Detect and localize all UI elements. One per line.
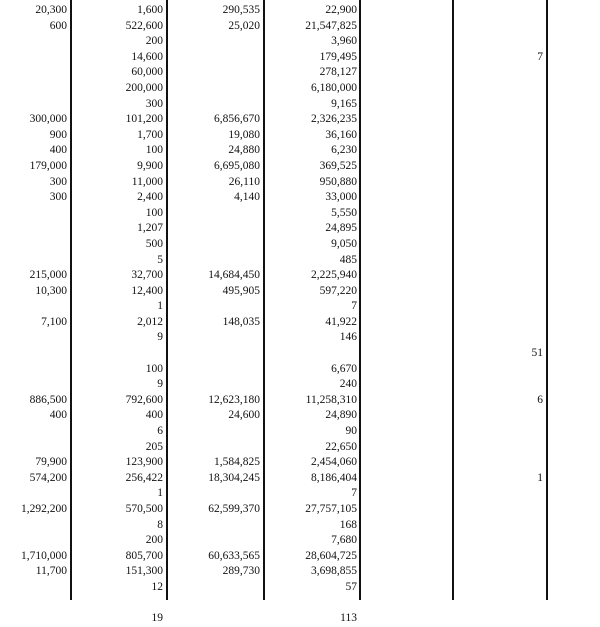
table-row — [0, 440, 600, 456]
table-row — [0, 159, 600, 175]
table-cell-c2: 60,000 — [131, 66, 163, 79]
table-row — [0, 549, 600, 565]
table-cell-c1: 600 — [49, 19, 67, 32]
table-cell-c1: 400 — [49, 144, 67, 157]
table-body — [0, 3, 600, 627]
table-cell-c4: 3,698,855 — [311, 565, 357, 578]
table-cell-c4: 168 — [339, 518, 357, 531]
table-cell-c2: 400 — [145, 409, 163, 422]
table-cell-c3: 19,080 — [228, 128, 260, 141]
table-cell-c3: 24,880 — [228, 144, 260, 157]
table-row — [0, 580, 600, 596]
table-cell-c1: 574,200 — [29, 471, 67, 484]
table-cell-c2: 32,700 — [131, 269, 163, 282]
table-cell-c2: 100 — [145, 144, 163, 157]
table-row — [0, 221, 600, 237]
table-cell-c2: 1 — [157, 487, 163, 500]
table-cell-c4: 22,650 — [325, 440, 357, 453]
table-cell-c1: 7,100 — [41, 315, 67, 328]
table-cell-c3: 148,035 — [222, 315, 260, 328]
table-cell-c3: 25,020 — [228, 19, 260, 32]
table-row — [0, 268, 600, 284]
table-row — [0, 97, 600, 113]
table-cell-c4: 113 — [340, 612, 357, 625]
table-cell-c3: 6,695,080 — [214, 159, 260, 172]
table-cell-c2: 12,400 — [131, 284, 163, 297]
table-cell-c4: 485 — [339, 253, 357, 266]
table-cell-c2: 8 — [157, 518, 163, 531]
table-cell-c2: 2,012 — [137, 315, 163, 328]
table-row — [0, 518, 600, 534]
table-row — [0, 362, 600, 378]
table-row — [0, 284, 600, 300]
table-row — [0, 253, 600, 269]
table-cell-c2: 11,000 — [131, 175, 163, 188]
table-cell-c2: 522,600 — [125, 19, 163, 32]
table-cell-c7: 51 — [531, 347, 543, 360]
table-cell-c4: 7,680 — [331, 534, 357, 547]
table-cell-c2: 1,600 — [137, 4, 163, 16]
table-row — [0, 299, 600, 315]
table-cell-c4: 278,127 — [319, 66, 357, 79]
table-cell-c2: 792,600 — [125, 393, 163, 406]
table-cell-c2: 14,600 — [131, 50, 163, 63]
table-row — [0, 596, 600, 612]
table-row — [0, 533, 600, 549]
table-cell-c1: 400 — [49, 409, 67, 422]
table-cell-c2: 2,400 — [137, 191, 163, 204]
table-cell-c3: 289,730 — [222, 565, 260, 578]
table-row — [0, 315, 600, 331]
table-cell-c3: 60,633,565 — [208, 549, 260, 562]
table-cell-c2: 300 — [145, 97, 163, 110]
table-row — [0, 190, 600, 206]
table-cell-c2: 1,207 — [137, 222, 163, 235]
table-cell-c2: 205 — [145, 440, 163, 453]
table-cell-c7: 1 — [537, 471, 543, 484]
table-cell-c1: 215,000 — [29, 269, 67, 282]
table-cell-c2: 12 — [151, 580, 163, 593]
table-cell-c4: 27,757,105 — [305, 503, 357, 515]
table-cell-c2: 9 — [157, 378, 163, 391]
table-cell-c2: 151,300 — [125, 565, 163, 578]
table-cell-c1: 179,000 — [29, 159, 67, 172]
table-cell-c2: 1,700 — [137, 128, 163, 141]
table-cell-c4: 28,604,725 — [305, 549, 357, 562]
table-cell-c2: 500 — [145, 237, 163, 250]
table-row — [0, 393, 600, 409]
table-cell-c4: 2,225,940 — [311, 269, 357, 282]
table-cell-c4: 11,258,310 — [305, 393, 357, 406]
table-cell-c3: 62,599,370 — [208, 503, 260, 515]
table-cell-c3: 26,110 — [228, 175, 260, 188]
table-cell-c2: 570,500 — [125, 503, 163, 515]
table-cell-c1: 1,292,200 — [21, 503, 67, 515]
table-cell-c3: 18,304,245 — [208, 471, 260, 484]
table-cell-c3: 495,905 — [222, 284, 260, 297]
table-row — [0, 502, 600, 518]
table-cell-c3: 4,140 — [234, 191, 260, 204]
table-row — [0, 455, 600, 471]
table-cell-c3: 6,856,670 — [214, 113, 260, 126]
table-cell-c7: 7 — [537, 50, 543, 63]
table-row — [0, 486, 600, 502]
table-cell-c1: 300,000 — [29, 113, 67, 126]
table-cell-c1: 79,900 — [35, 456, 67, 469]
table-cell-c4: 179,495 — [319, 50, 357, 63]
table-row — [0, 175, 600, 191]
table-cell-c1: 20,300 — [35, 4, 67, 16]
table-row — [0, 237, 600, 253]
table-cell-c2: 5 — [157, 253, 163, 266]
table-row — [0, 408, 600, 424]
table-cell-c4: 3,960 — [331, 35, 357, 48]
table-row — [0, 564, 600, 580]
table-cell-c2: 256,422 — [125, 471, 163, 484]
table-row — [0, 81, 600, 97]
table-cell-c4: 7 — [351, 300, 357, 313]
table-cell-c4: 369,525 — [319, 159, 357, 172]
table-cell-c2: 200,000 — [125, 81, 163, 94]
table-cell-c1: 11,700 — [35, 565, 67, 578]
table-cell-c4: 950,880 — [319, 175, 357, 188]
table-cell-c2: 101,200 — [125, 113, 163, 126]
table-cell-c4: 22,900 — [325, 4, 357, 16]
table-cell-c4: 9,165 — [331, 97, 357, 110]
table-row — [0, 128, 600, 144]
table-cell-c2: 6 — [157, 425, 163, 438]
table-cell-c2: 1 — [157, 300, 163, 313]
table-cell-c4: 8,186,404 — [311, 471, 357, 484]
table-row — [0, 34, 600, 50]
table-row — [0, 50, 600, 66]
table-cell-c2: 100 — [145, 206, 163, 219]
table-row — [0, 471, 600, 487]
table-cell-c3: 14,684,450 — [208, 269, 260, 282]
table-cell-c3: 290,535 — [222, 4, 260, 16]
table-cell-c4: 41,922 — [325, 315, 357, 328]
table-cell-c2: 9 — [157, 331, 163, 344]
table-row — [0, 611, 600, 627]
table-cell-c1: 300 — [49, 175, 67, 188]
table-cell-c1: 300 — [49, 191, 67, 204]
table-cell-c2: 100 — [145, 362, 163, 375]
table-cell-c3: 24,600 — [228, 409, 260, 422]
table-row — [0, 143, 600, 159]
table-row — [0, 112, 600, 128]
table-row — [0, 19, 600, 35]
table-cell-c4: 21,547,825 — [305, 19, 357, 32]
table-cell-c4: 597,220 — [319, 284, 357, 297]
table-cell-c4: 24,895 — [325, 222, 357, 235]
table-cell-c4: 90 — [345, 425, 357, 438]
table-cell-c4: 146 — [339, 331, 357, 344]
table-cell-c4: 9,050 — [331, 237, 357, 250]
table-cell-c7: 6 — [537, 393, 543, 406]
table-cell-c3: 12,623,180 — [208, 393, 260, 406]
table-cell-c2: 200 — [145, 35, 163, 48]
table-cell-c4: 24,890 — [325, 409, 357, 422]
table-cell-c1: 10,300 — [35, 284, 67, 297]
table-cell-c2: 19 — [151, 612, 163, 625]
table-row — [0, 424, 600, 440]
table-row — [0, 346, 600, 362]
table-row — [0, 377, 600, 393]
table-cell-c1: 886,500 — [29, 393, 67, 406]
table-cell-c4: 6,180,000 — [311, 81, 357, 94]
table-cell-c2: 9,900 — [137, 159, 163, 172]
table-cell-c4: 7 — [351, 487, 357, 500]
table-row — [0, 330, 600, 346]
table-row — [0, 206, 600, 222]
table-cell-c4: 36,160 — [325, 128, 357, 141]
table-cell-c3: 1,584,825 — [214, 456, 260, 469]
table-cell-c4: 33,000 — [325, 191, 357, 204]
table-cell-c2: 805,700 — [125, 549, 163, 562]
table-cell-c4: 6,670 — [331, 362, 357, 375]
table-row — [0, 65, 600, 81]
table-cell-c4: 2,326,235 — [311, 113, 357, 126]
table-cell-c2: 123,900 — [125, 456, 163, 469]
table-cell-c4: 6,230 — [331, 144, 357, 157]
table-cell-c4: 57 — [345, 580, 357, 593]
table-cell-c4: 5,550 — [331, 206, 357, 219]
table-cell-c1: 900 — [49, 128, 67, 141]
table-row — [0, 3, 600, 19]
table-cell-c4: 2,454,060 — [311, 456, 357, 469]
table-cell-c4: 240 — [339, 378, 357, 391]
table-cell-c2: 200 — [145, 534, 163, 547]
table-cell-c1: 1,710,000 — [21, 549, 67, 562]
